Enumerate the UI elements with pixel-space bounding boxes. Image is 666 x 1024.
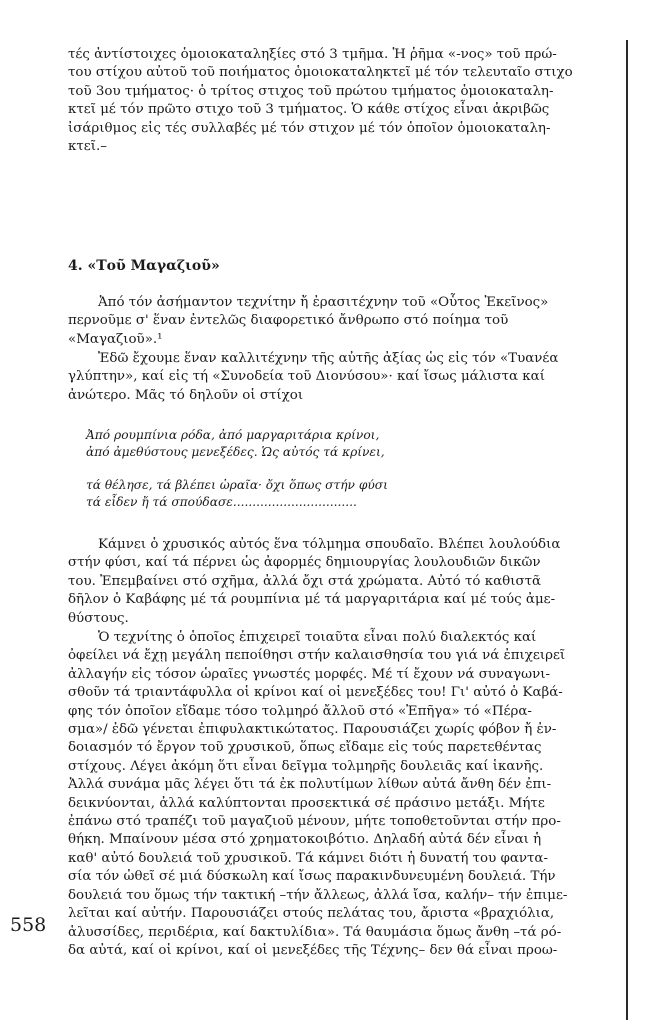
text-line: Ἐδῶ ἔχουμε ἕναν καλλιτέχνην τῆς αὐτῆς ἀξίας ὡς εἰς τόν «Τυανέα xyxy=(98,351,559,366)
paragraph-intro xyxy=(68,294,614,349)
text-line: σμα»/ ἐδῶ γένεται ἐπιφυλακτικώτατος. Παρουσιάζει χωρίς φόβον ἤ ἐν- xyxy=(68,722,557,738)
text-line: θύστους. xyxy=(68,610,129,626)
text-line: ἰσάριθμος εἰς τές συλλαβές μέ τόν στιχον μέ τόν ὁποῖον ὁμοιοκαταλη- xyxy=(68,120,551,136)
text-line: στίχους. Λέγει ἀκόμη ὅτι εἶναι δεῖγμα τολμηρῆς δουλειᾶς καί ἱκανῆς. xyxy=(68,758,544,774)
text-line: καθ' αὐτό δουλειά τοῦ χρυσικοῦ. Τά κάμνει διότι ἡ δυνατή του φαντα- xyxy=(68,850,548,866)
text-line: «Μαγαζιοῦ».¹ xyxy=(68,331,163,347)
section-heading: 4. «Τοῦ Μαγαζιοῦ» xyxy=(68,258,220,274)
text-line: ἀλλαγήν εἰς τόσον ὡραῖες γνωστές μορφές. Μέ τί ἔχουν νά συναγωνι- xyxy=(68,666,550,682)
text-line: Ἀπό τόν ἀσήμαντον τεχνίτην ἤ ἐρασιτέχνην τοῦ «Οὗτος Ἐκεῖνος» xyxy=(98,295,549,310)
text-line: δουλειά του ὅμως τήν τακτική –τήν ἄλλεως, ἀλλά ἴσα, καλήν– τήν ἐπιμε- xyxy=(68,887,568,903)
poem-line: ἀπό ἀμεθύστους μενεξέδες. Ὡς αὐτός τά κρίνει, xyxy=(86,445,385,459)
text-line: ἀνώτερο. Μᾶς τό δηλοῦν οἱ στίχοι xyxy=(68,387,304,403)
text-line: θήκη. Μπαίνουν μέσα στό χρηματοκοιβότιο. Δηλαδή αὐτά δέν εἶναι ἡ xyxy=(68,832,542,848)
text-line: Κάμνει ὁ χρυσικός αὐτός ἕνα τόλμημα σπουδαῖο. Βλέπει λουλούδια xyxy=(98,537,561,552)
text-line: τοῦ 3ου τμήματος· ὁ τρίτος στιχος τοῦ πρώτου τμήματος ὁμοιοκαταλη- xyxy=(68,83,554,99)
poem-line: Ἀπό ρουμπίνια ρόδα, ἀπό μαργαριτάρια κρίνοι, xyxy=(86,428,380,442)
text-line: του. Ἐπεμβαίνει στό σχῆμα, ἀλλά ὄχι στά χρώματα. Αὐτό τό καθιστᾶ xyxy=(68,573,542,589)
margin-rule xyxy=(626,40,628,1020)
text-line: λεῖται καί αὐτήν. Παρουσιάζει στούς πελάτας του, ἄριστα «βραχιόλια, xyxy=(68,906,555,922)
text-line: δα αὐτά, καί οἱ κρίνοι, καί οἱ μενεξέδες τῆς Τέχνης– δεν θά εἶναι προω- xyxy=(68,942,558,958)
text-line: του στίχου αὐτοῦ τοῦ ποιήματος ὁμοιοκαταληκτεῖ μέ τόν τελευταῖο στιχο xyxy=(68,65,573,81)
poem-line: τά εἶδεν ἤ τά σπούδασε................................ xyxy=(86,495,357,509)
text-line: γλύπτην», καί εἰς τή «Συνοδεία τοῦ Διονύσου»· καί ἴσως μάλιστα καί xyxy=(68,369,545,385)
text-line: κτεῖ.– xyxy=(68,139,107,155)
page-number: 558 xyxy=(10,914,47,936)
text-line: φης τόν ὁποῖον εἴδαμε τόσο τολμηρό ἄλλοῦ στό «Ἐπῆγα» τό «Πέρα- xyxy=(68,703,532,719)
paragraph-comparison xyxy=(68,350,614,405)
text-line: Ἀλλά συνάμα μᾶς λέγει ὅτι τά ἐκ πολυτίμων λίθων αὐτά ἄνθη δέν ἐπι- xyxy=(68,777,552,793)
text-line: κτεῖ μέ τόν πρῶτο στιχο τοῦ 3 τμήματος. Ὁ κάθε στίχος εἶναι ἀκριβῶς xyxy=(68,102,550,118)
poem-quote-stanza-2 xyxy=(86,477,486,511)
text-line: τές ἀντίστοιχες ὁμοιοκαταληξίες στό 3 τμῆμα. Ἡ ῥῆμα «-νος» τοῦ πρώ- xyxy=(68,47,557,62)
poem-quote-stanza-1 xyxy=(86,427,486,461)
text-line: δοιασμόν τό ἔργον τοῦ χρυσικοῦ, ὅπως εἴδαμε εἰς τούς παρετεθέντας xyxy=(68,740,542,756)
text-line: Ὁ τεχνίτης ὁ ὁποῖος ἐπιχειρεῖ τοιαῦτα εἶναι πολύ διαλεκτός καί xyxy=(98,630,537,645)
text-line: ἁλυσσίδες, περιδέρια, καί δακτυλίδια». Τά θαυμάσια ὅμως ἄνθη –τά ρό- xyxy=(68,924,562,940)
text-line: δεικνύονται, ἀλλά καλύπτονται προσεκτικά σέ πράσινο μετάξι. Μήτε xyxy=(68,795,545,811)
text-line: περνοῦμε σ' ἕναν ἐντελῶς διαφορετικό ἄνθρωπο στό ποίημα τοῦ xyxy=(68,313,509,329)
text-line: στήν φύσι, καί τά πέρνει ὡς ἀφορμές δημιουργίας λουλουδιῶν δικῶν xyxy=(68,555,541,571)
text-line: ὀφείλει νά ἔχῃ μεγάλη πεποίθησι στήν καλαισθησία του γιά νά ἐπιχειρεῖ xyxy=(68,648,566,664)
text-line: σθοῦν τά τριαντάφυλλα οἱ κρίνοι καί οἱ μενεξέδες του! Γι' αὐτό ὁ Καβά- xyxy=(68,685,563,701)
paragraph-analysis xyxy=(68,536,614,628)
text-line: ἐπάνω στό τραπέζι τοῦ μαγαζιοῦ μένουν, μήτε τοποθετοῦνται στήν προ- xyxy=(68,814,561,830)
text-line: δῆλον ὁ Καβάφης μέ τά ρουμπίνια μέ τά μαργαριτάρια καί μέ τούς ἀμε- xyxy=(68,592,556,608)
top-paragraph xyxy=(68,46,614,156)
text-line: σία τόν ὠθεῖ σέ μιά δύσκωλη καί ἴσως παρακινδυνευμένη δουλειά. Τήν xyxy=(68,869,556,885)
paragraph-discussion xyxy=(68,629,614,960)
poem-line: τά θέλησε, τά βλέπει ὡραῖα· ὄχι ὅπως στήν φύσι xyxy=(86,478,388,492)
